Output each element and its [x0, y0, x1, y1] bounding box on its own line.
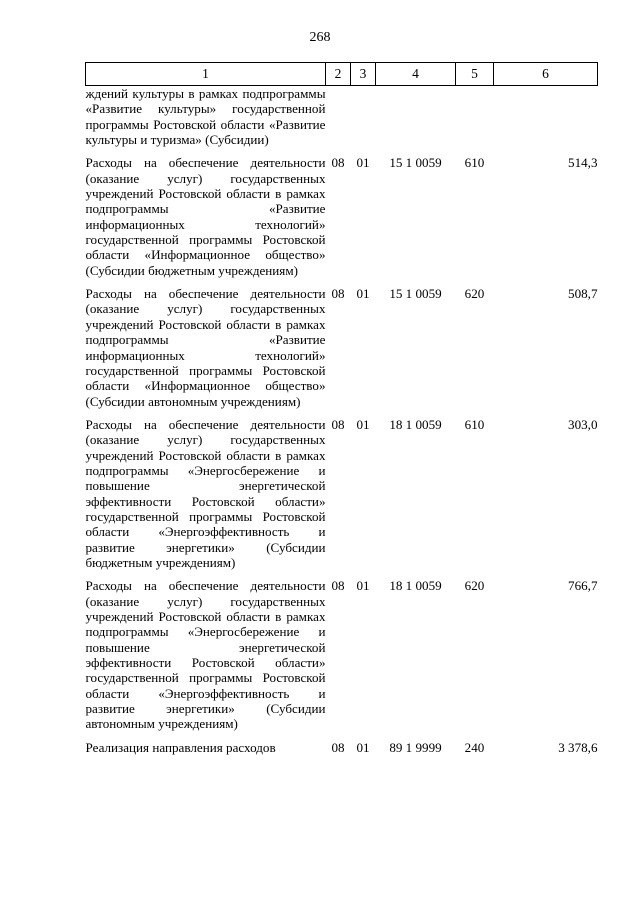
row-section: 08 [331, 155, 345, 171]
row-gap [86, 278, 598, 286]
header-col-4: 4 [376, 63, 456, 86]
row-amount: 3 378,6 [558, 739, 598, 755]
row-section [326, 86, 351, 148]
row-amount: 766,7 [568, 578, 598, 594]
table-body [86, 86, 598, 756]
row-subsection: 01 [356, 739, 370, 755]
row-subsection: 01 [356, 416, 370, 432]
row-target-article: 15 1 0059 [389, 286, 442, 302]
row-subsection: 01 [356, 286, 370, 302]
row-section: 08 [331, 416, 345, 432]
budget-table [85, 62, 598, 755]
row-expense-type: 240 [464, 739, 485, 755]
row-subsection [351, 86, 376, 148]
table-row [86, 86, 598, 148]
row-description: Расходы на обеспечение деятельности (оказание услуг) государственных учреждений Ростовской области в рамках подпрограммы «Развитие информационных технологий» государственной программы Ростовской области «Информационное общество» (Субсидии автономным учреждениям) [85, 286, 326, 409]
page-number: 268 [309, 30, 331, 45]
row-section: 08 [331, 578, 345, 594]
row-target-article [376, 86, 456, 148]
header-row [86, 63, 598, 86]
row-expense-type: 610 [464, 155, 485, 171]
header-col-2: 2 [326, 63, 351, 86]
table-header [86, 63, 598, 86]
row-description: Расходы на обеспечение деятельности (оказание услуг) государственных учреждений Ростовской области в рамках подпрограммы «Энергосбережение и повышение энергетической эффективности Ростовской области» государственной программы Ростовской области «Энергоэффективность и развитие энергетики» (Субсидии бюджетным учреждениям) [85, 416, 326, 570]
row-section: 08 [331, 739, 345, 755]
row-gap [86, 147, 598, 155]
row-amount: 514,3 [568, 155, 598, 171]
row-description: ждений культуры в рамках подпрограммы «Развитие культуры» государственной программы Ростовской области «Развитие культуры и туризма» (Субсидии) [85, 86, 326, 148]
row-amount: 508,7 [568, 286, 598, 302]
table-row [86, 740, 598, 755]
row-description: Расходы на обеспечение деятельности (оказание услуг) государственных учреждений Ростовской области в рамках подпрограммы «Развитие информационных технологий» государственной программы Ростовской области «Информационное общество» (Субсидии бюджетным учреждениям) [85, 155, 326, 278]
row-description: Расходы на обеспечение деятельности (оказание услуг) государственных учреждений Ростовской области в рамках подпрограммы «Энергосбережение и повышение энергетической эффективности Ростовской области» государственной программы Ростовской области «Энергоэффективность и развитие энергетики» (Субсидии автономным учреждениям) [85, 578, 326, 732]
table-row [86, 417, 598, 570]
table-row [86, 578, 598, 731]
row-description: Реализация направления расходов [85, 739, 276, 755]
header-col-1: 1 [86, 63, 326, 86]
row-target-article: 18 1 0059 [389, 578, 442, 594]
row-target-article: 18 1 0059 [389, 416, 442, 432]
row-subsection: 01 [356, 578, 370, 594]
row-gap [86, 570, 598, 578]
row-gap [86, 409, 598, 417]
header-col-5: 5 [456, 63, 494, 86]
row-section: 08 [331, 286, 345, 302]
row-expense-type: 620 [464, 578, 485, 594]
table-row [86, 155, 598, 278]
header-col-3: 3 [351, 63, 376, 86]
row-expense-type: 610 [464, 416, 485, 432]
row-gap [86, 732, 598, 740]
row-subsection: 01 [356, 155, 370, 171]
row-target-article: 15 1 0059 [389, 155, 442, 171]
row-expense-type [456, 86, 494, 148]
header-col-6: 6 [494, 63, 598, 86]
row-target-article: 89 1 9999 [389, 739, 442, 755]
row-amount: 303,0 [568, 416, 598, 432]
table-row [86, 286, 598, 409]
row-expense-type: 620 [464, 286, 485, 302]
row-amount [494, 86, 598, 148]
